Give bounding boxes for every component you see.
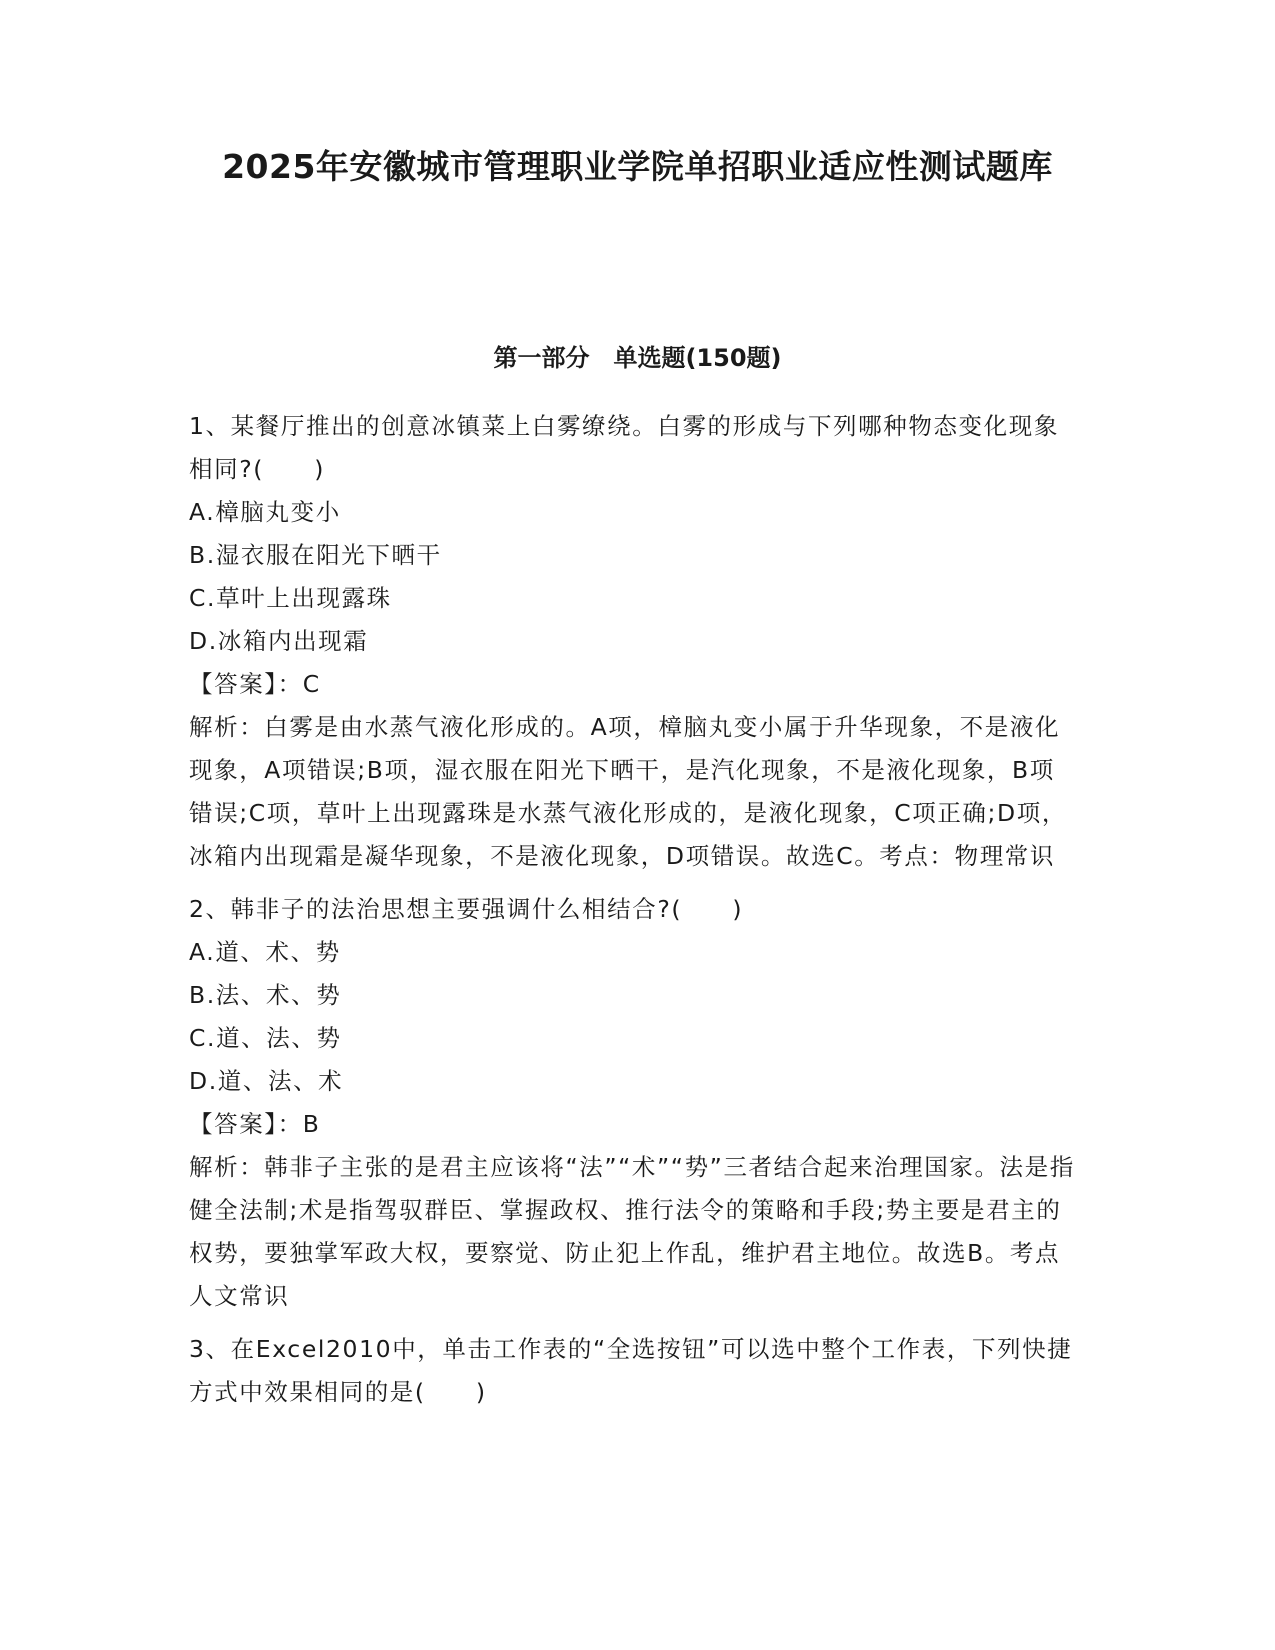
explanation-text: 解析：白雾是由水蒸气液化形成的。A项，樟脑丸变小属于升华现象，不是液化现象，A项错误;B项，湿衣服在阳光下晒干，是汽化现象，不是液化现象，B项错误;C项，草叶上出现露珠是水蒸气液化形成的，是液化现象，C项正确;D项，冰箱内出现霜是凝华现象，不是液化现象，D项错误。故选C。考点：物理常识: [189, 713, 1067, 870]
question-2: [189, 888, 1079, 1318]
question-3: [189, 1328, 1079, 1414]
answer-line: 【答案】：B: [189, 1110, 321, 1138]
document-title: 2025年安徽城市管理职业学院单招职业适应性测试题库: [222, 147, 1053, 186]
option-a: A.道、术、势: [189, 938, 341, 966]
option-b: B.法、术、势: [189, 981, 342, 1009]
option-b: B.湿衣服在阳光下晒干: [189, 541, 442, 569]
question-text: 2、韩非子的法治思想主要强调什么相结合?( ): [189, 895, 744, 923]
option-d: D.道、法、术: [189, 1067, 344, 1095]
option-c: C.道、法、势: [189, 1024, 342, 1052]
question-1: [189, 405, 1079, 878]
option-a: A.樟脑丸变小: [189, 498, 341, 526]
question-list: [189, 405, 1079, 1424]
explanation-text: 解析：韩非子主张的是君主应该将“法”“术”“势”三者结合起来治理国家。法是指健全法制;术是指驾驭群臣、掌握政权、推行法令的策略和手段;势主要是君主的权势，要独掌军政大权，要察觉、防止犯上作乱，维护君主地位。故选B。考点人文常识: [189, 1153, 1075, 1310]
answer-line: 【答案】：C: [189, 670, 321, 698]
question-text: 1、某餐厅推出的创意冰镇菜上白雾缭绕。白雾的形成与下列哪种物态变化现象相同?( ): [189, 412, 1059, 483]
question-text: 3、在Excel2010中，单击工作表的“全选按钮”可以选中整个工作表，下列快捷方式中效果相同的是( ): [189, 1335, 1073, 1406]
option-d: D.冰箱内出现霜: [189, 627, 369, 655]
option-c: C.草叶上出现露珠: [189, 584, 392, 612]
section-heading: 第一部分 单选题(150题): [493, 344, 782, 372]
